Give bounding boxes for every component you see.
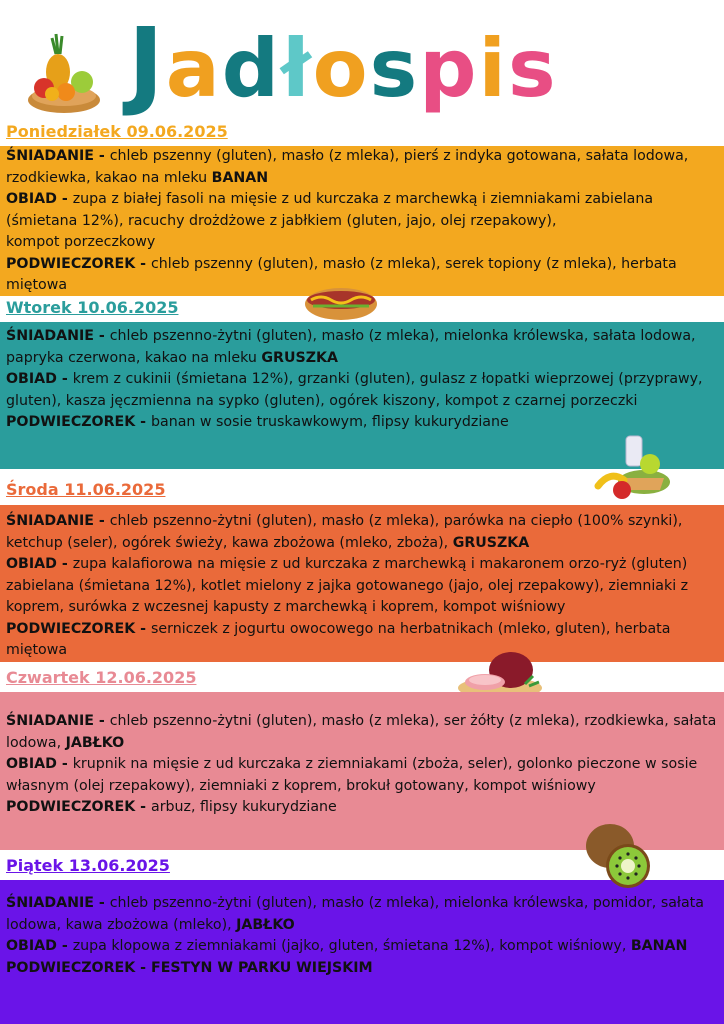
day-heading-wednesday: Środa 11.06.2025 [6,480,166,499]
lunchbox-icon [594,434,674,502]
snack-text: chleb pszenny (gluten), masło (z mleka), serek topiony (z mleka), herbata miętowa [6,255,677,293]
day-heading-friday: Piątek 13.06.2025 [6,856,170,875]
day-menu-wednesday [0,505,724,662]
breakfast-fruit: JABŁKO [65,734,125,751]
title-letter: o [312,22,370,115]
breakfast-line [6,511,720,554]
day-menu-friday [0,880,724,1024]
breakfast-text: chleb pszenno-żytni (gluten), masło (z mleka), mielonka królewska, sałata lodowa, papryka czerwona, kakao na mleku [6,328,696,366]
lunch-text: krem z cukinii (śmietana 12%), grzanki (gluten), gulasz z łopatki wieprzowej (przyprawy, gluten), kasza jęczmienna na sypko (gluten), ogórek kiszony, kompot z czarnej porzeczki [6,371,703,409]
day-heading-monday: Poniedziałek 09.06.2025 [6,122,228,141]
breakfast-line [6,893,720,936]
breakfast-line [6,326,720,369]
day-menu-monday [0,146,724,296]
page-title [128,8,558,124]
lunch-text: zupa klopowa z ziemniakami (jajko, gluten, śmietana 12%), kompot wiśniowy, [72,938,631,954]
breakfast-text: chleb pszenno-żytni (gluten), masło (z mleka), mielonka królewska, pomidor, sałata lodowa, kawa zbożowa (mleko), [6,895,704,933]
breakfast-fruit: GRUSZKA [261,349,338,366]
snack-text: serniczek z jogurtu owocowego na herbatnikach (mleko, gluten), herbata miętowa [6,620,671,658]
lunch-line [6,754,720,797]
title-letter: ł [280,22,313,115]
lunch-line [6,936,720,958]
snack-line [6,619,720,662]
breakfast-label: ŚNIADANIE - [6,713,110,729]
breakfast-line [6,146,720,189]
breakfast-fruit: JABŁKO [236,916,295,933]
day-heading-thursday: Czwartek 12.06.2025 [6,668,197,687]
snack-label: PODWIECZOREK - [6,799,151,815]
snack-text: banan w sosie truskawkowym, flipsy kukurydziane [151,414,509,430]
snack-text: FESTYN W PARKU WIEJSKIM [151,959,373,976]
breakfast-text: chleb pszenno-żytni (gluten), masło (z mleka), ser żółty (z mleka), rzodkiewka, sałata lodowa, [6,713,717,751]
lunch-line [6,554,720,619]
snack-label: PODWIECZOREK - [6,959,151,976]
snack-line [6,412,720,434]
lunch-text: zupa kalafiorowa na mięsie z ud kurczaka z marchewką i makaronem orzo-ryż (gluten) zabielana (śmietana 12%), kotlet mielony z jajka gotowanego (jajo, olej rzepakowy), ziemniaki z koprem, surówka z wczesnej kapusty z marchewką i koprem, kompot wiśniowy [6,556,689,615]
hotdog-icon [303,276,379,326]
lunch-text: zupa z białej fasoli na mięsie z ud kurczaka z marchewką i ziemniakami zabielana (śmietana 12%), racuchy drożdżowe z jabłkiem (gluten, jajo, olej rzepakowy), [6,191,654,229]
lunch-label: OBIAD - [6,938,73,954]
title-letter: s [507,22,558,115]
lunch-text: krupnik na mięsie z ud kurczaka z ziemniakami (zboża, seler), golonko pieczone w sosie własnym (olej rzepakowy), ziemniaki z koprem, brokuł gotowany, kompot wiśniowy [6,756,698,794]
lunch-label: OBIAD - [6,371,73,387]
lunch-label: OBIAD - [6,556,73,572]
lunch-text-2: kompot porzeczkowy [6,234,156,250]
snack-line [6,797,720,819]
title-letter: i [478,22,508,115]
snack-text: arbuz, flipsy kukurydziane [151,799,337,815]
snack-label: PODWIECZOREK - [6,620,151,637]
breakfast-text: chleb pszenny (gluten), masło (z mleka), pierś z indyka gotowana, sałata lodowa, rzodkiewka, kakao na mleku [6,148,689,186]
title-letter: s [369,22,420,115]
title-letter: J [128,7,166,119]
title-letter: d [221,22,281,115]
breakfast-fruit: GRUSZKA [452,534,530,551]
fruit-bowl-icon [26,30,102,116]
lunch-line [6,189,720,254]
breakfast-fruit: BANAN [211,169,269,186]
day-heading-tuesday: Wtorek 10.06.2025 [6,298,179,317]
breakfast-label: ŚNIADANIE - [6,895,110,911]
snack-label: PODWIECZOREK - [6,255,151,272]
snack-line [6,958,720,980]
title-letter: a [165,22,222,115]
breakfast-label: ŚNIADANIE - [6,148,110,164]
page-header [0,0,724,122]
lunch-label: OBIAD - [6,191,73,207]
kiwi-icon [584,818,656,890]
snack-label: PODWIECZOREK - [6,414,151,430]
breakfast-text: chleb pszenno-żytni (gluten), masło (z mleka), parówka na ciepło (100% szynki), ketchup (seler), ogórek świeży, kawa zbożowa (mleko, zboża), [6,513,683,551]
title-letter: p [419,22,479,115]
breakfast-line [6,711,720,754]
lunch-fruit: BANAN [630,938,688,954]
breakfast-label: ŚNIADANIE - [6,513,110,529]
lunch-line [6,369,720,412]
breakfast-label: ŚNIADANIE - [6,328,110,344]
lunch-label: OBIAD - [6,756,73,772]
